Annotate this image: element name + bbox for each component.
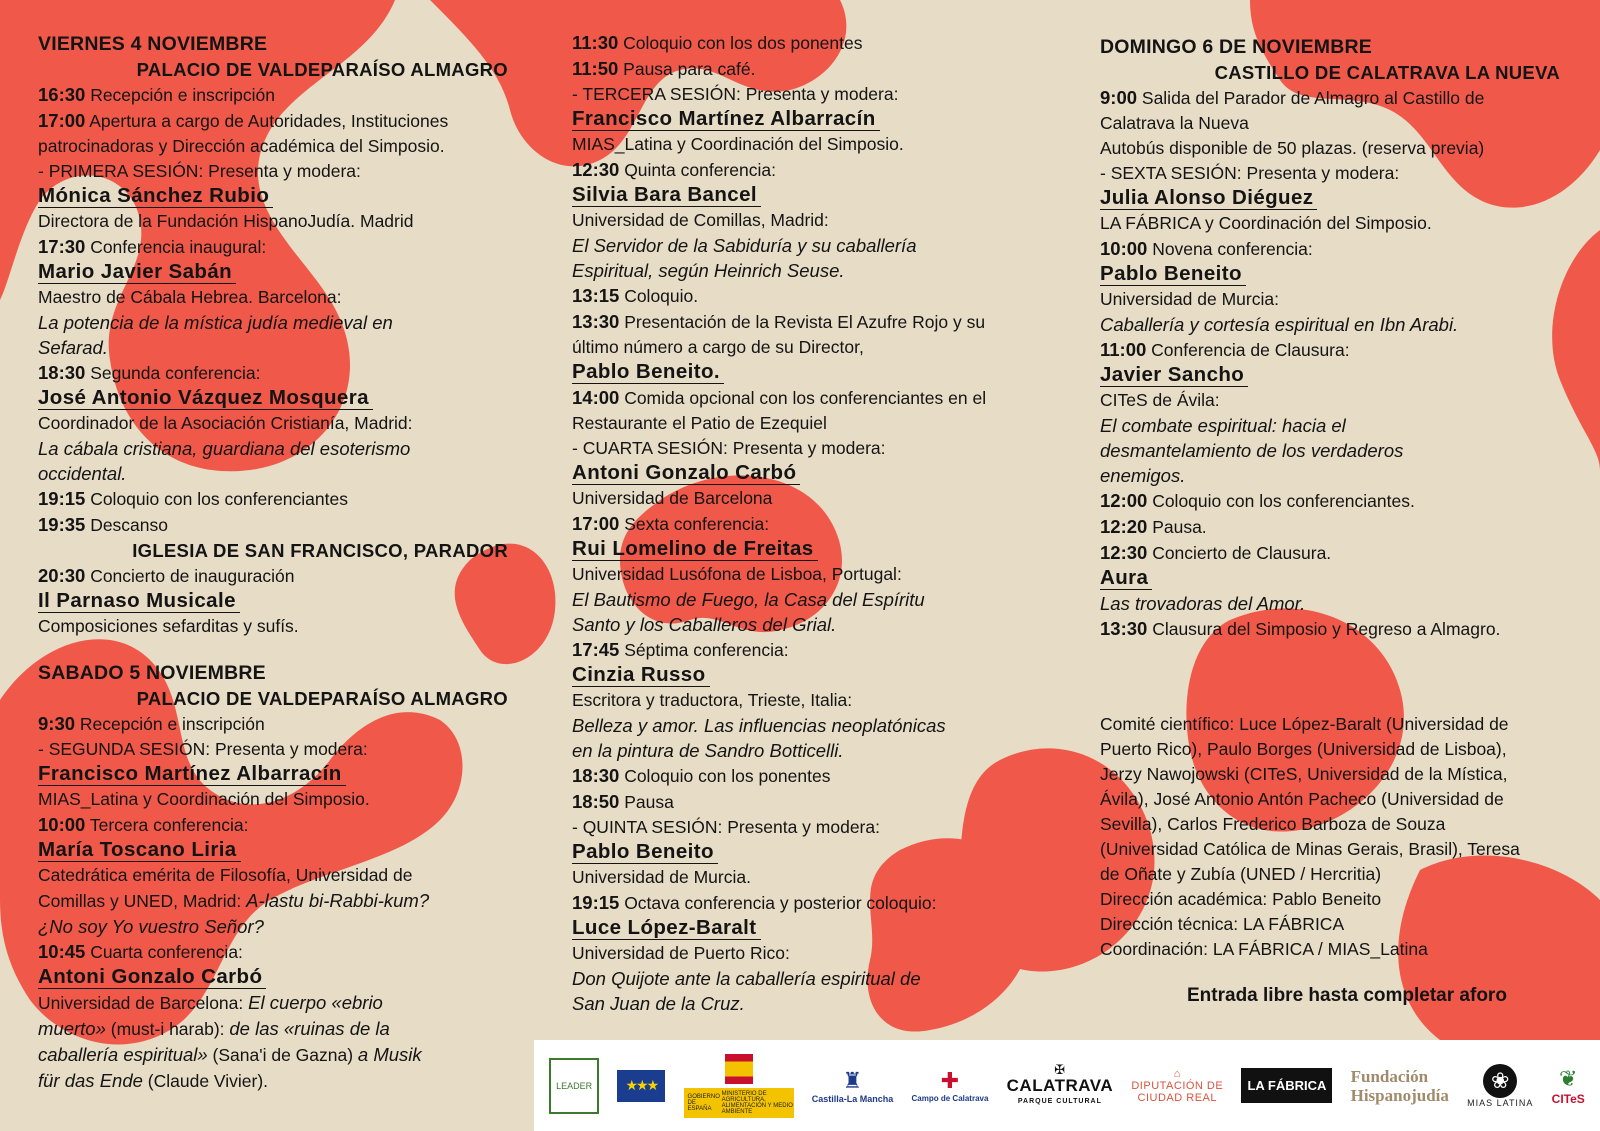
- session-heading: - SEGUNDA SESIÓN: Presenta y modera:: [38, 739, 368, 759]
- speaker-affiliation: CITeS de Ávila:: [1100, 390, 1220, 410]
- speaker-name: Cinzia Russo: [572, 663, 710, 687]
- event-text: Recepción e inscripción: [75, 714, 265, 734]
- column-sunday: [1100, 35, 1560, 642]
- speaker-affiliation: Universidad Lusófona de Lisboa, Portugal:: [572, 564, 902, 584]
- event-text: Cuarta conferencia:: [85, 942, 243, 962]
- time: 10:00: [1100, 238, 1148, 259]
- event-text: Pausa: [619, 792, 674, 812]
- venue-heading: PALACIO DE VALDEPARAÍSO ALMAGRO: [136, 688, 508, 709]
- day-heading-friday: VIERNES 4 NOVIEMBRE: [38, 33, 268, 55]
- committee-text: Sevilla), Carlos Frederico Barboza de Souza: [1100, 814, 1446, 834]
- venue-heading: IGLESIA DE SAN FRANCISCO, PARADOR: [132, 540, 508, 561]
- event-text: Comida opcional con los conferenciantes en el: [619, 388, 987, 408]
- talk-title: El Servidor de la Sabiduría y su caballería: [572, 235, 917, 256]
- speaker-name: Silvia Bara Bancel: [572, 183, 761, 207]
- mias-latina-logo: ❀ MIAS LATINA: [1467, 1064, 1533, 1108]
- talk-title: El combate espiritual: hacia el: [1100, 415, 1346, 436]
- session-heading: - CUARTA SESIÓN: Presenta y modera:: [572, 438, 886, 458]
- talk-title: El Bautismo de Fuego, la Casa del Espíritu: [572, 589, 925, 610]
- time: 17:45: [572, 639, 620, 660]
- time: 19:35: [38, 514, 86, 535]
- speaker-affiliation: Universidad de Murcia.: [572, 867, 751, 887]
- time: 10:00: [38, 814, 86, 835]
- talk-title: El cuerpo «ebrio: [248, 992, 383, 1013]
- la-fabrica-logo: LA FÁBRICA: [1241, 1068, 1332, 1103]
- committee-text: (Universidad Católica de Minas Gerais, Brasil), Teresa: [1100, 839, 1520, 859]
- event-text: Conferencia de Clausura:: [1146, 340, 1350, 360]
- talk-title: ¿No soy Yo vuestro Señor?: [38, 916, 264, 937]
- calatrava-parque-logo: ✠ CALATRAVA PARQUE CULTURAL: [1006, 1062, 1114, 1105]
- talk-title: La potencia de la mística judía medieval en: [38, 312, 393, 333]
- free-entry-note: Entrada libre hasta completar aforo: [1187, 985, 1507, 1006]
- speaker-name: Antoni Gonzalo Carbó: [38, 965, 266, 989]
- talk-title: Belleza y amor. Las influencias neoplatónicas: [572, 715, 946, 736]
- event-text: Presentación de la Revista El Azufre Rojo y su: [619, 312, 986, 332]
- talk-title: desmantelamiento de los verdaderos: [1100, 440, 1404, 461]
- speaker-name: Julia Alonso Diéguez: [1100, 186, 1317, 210]
- time: 11:30: [572, 32, 619, 53]
- speaker-affiliation: Coordinador de la Asociación Cristianía, Madrid:: [38, 413, 413, 433]
- time: 10:45: [38, 941, 86, 962]
- event-text: Novena conferencia:: [1147, 239, 1313, 259]
- event-text: Restaurante el Patio de Ezequiel: [572, 413, 827, 433]
- talk-title: La cábala cristiana, guardiana del esoterismo: [38, 438, 411, 459]
- time: 19:15: [572, 892, 620, 913]
- academic-direction: Dirección académica: Pablo Beneito: [1100, 889, 1382, 909]
- day-heading-sunday: DOMINGO 6 DE NOVIEMBRE: [1100, 36, 1373, 58]
- speaker-name: Pablo Beneito: [572, 840, 718, 864]
- session-heading: - TERCERA SESIÓN: Presenta y modera:: [572, 84, 899, 104]
- talk-title: occidental.: [38, 463, 127, 484]
- event-text: Conferencia inaugural:: [85, 237, 267, 257]
- event-text: Segunda conferencia:: [85, 363, 261, 383]
- talk-note: (must-i harab):: [105, 1019, 230, 1039]
- talk-note: (Claude Vivier).: [142, 1071, 269, 1091]
- time: 18:50: [572, 791, 620, 812]
- speaker-name: Il Parnaso Musicale: [38, 589, 240, 613]
- event-text: Clausura del Simposio y Regreso a Almagro.: [1147, 619, 1501, 639]
- event-text: último número a cargo de su Director,: [572, 337, 864, 357]
- event-text: Apertura a cargo de Autoridades, Instituciones: [85, 111, 449, 131]
- leader-logo: LEADER: [549, 1058, 599, 1114]
- event-text: Pausa para café.: [618, 59, 756, 79]
- event-text: Concierto de Clausura.: [1147, 543, 1332, 563]
- speaker-affiliation: Maestro de Cábala Hebrea. Barcelona:: [38, 287, 342, 307]
- time: 12:20: [1100, 516, 1148, 537]
- speaker-name: Aura: [1100, 566, 1152, 590]
- gobierno-espana-logo: GOBIERNO DE ESPAÑA MINISTERIO DE AGRICULTURA, ALIMENTACIÓN Y MEDIO AMBIENTE: [684, 1054, 794, 1118]
- speaker-name: María Toscano Liria: [38, 838, 241, 862]
- venue-heading: CASTILLO DE CALATRAVA LA NUEVA: [1214, 62, 1560, 83]
- speaker-affiliation: Universidad de Puerto Rico:: [572, 943, 790, 963]
- committee-text: Ávila), José Antonio Antón Pacheco (Universidad de: [1100, 789, 1504, 809]
- speaker-affiliation: Directora de la Fundación HispanoJudía. Madrid: [38, 211, 414, 231]
- coordination: Coordinación: LA FÁBRICA / MIAS_Latina: [1100, 939, 1428, 959]
- cites-logo: ❦ CITeS: [1551, 1065, 1585, 1106]
- event-text: Coloquio con los ponentes: [619, 766, 831, 786]
- fundacion-hispanojudia-logo: Fundación Hispanojudía: [1350, 1066, 1449, 1105]
- talk-title: Las trovadoras del Amor.: [1100, 593, 1306, 614]
- time: 13:30: [572, 311, 620, 332]
- event-text: Coloquio.: [619, 286, 699, 306]
- talk-title: San Juan de la Cruz.: [572, 993, 745, 1014]
- time: 11:00: [1100, 339, 1147, 360]
- event-text: Coloquio con los dos ponentes: [618, 33, 863, 53]
- event-text: Recepción e inscripción: [85, 85, 276, 105]
- talk-title: en la pintura de Sandro Botticelli.: [572, 740, 844, 761]
- committee-text: Puerto Rico), Paulo Borges (Universidad de Lisboa),: [1100, 739, 1507, 759]
- speaker-name: Luce López-Baralt: [572, 916, 761, 940]
- speaker-name: Javier Sancho: [1100, 363, 1248, 387]
- session-heading: - QUINTA SESIÓN: Presenta y modera:: [572, 817, 880, 837]
- session-heading: - PRIMERA SESIÓN: Presenta y modera:: [38, 161, 361, 181]
- talk-title: Don Quijote ante la caballería espiritual de: [572, 968, 921, 989]
- castilla-la-mancha-logo: ♜ Castilla-La Mancha: [811, 1067, 894, 1104]
- talk-title: a Musik: [357, 1044, 422, 1065]
- time: 16:30: [38, 84, 86, 105]
- speaker-affiliation: Comillas y UNED, Madrid:: [38, 891, 247, 911]
- committee-text: Jerzy Nawojowski (CITeS, Universidad de la Mística,: [1100, 764, 1508, 784]
- event-text: Coloquio con los conferenciantes.: [1147, 491, 1415, 511]
- eu-flag-logo: ★★★: [617, 1070, 665, 1102]
- column-friday-saturday: [38, 32, 508, 1094]
- time: 12:00: [1100, 490, 1148, 511]
- speaker-name: Antoni Gonzalo Carbó: [572, 461, 800, 485]
- time: 18:30: [38, 362, 86, 383]
- time: 20:30: [38, 565, 86, 586]
- speaker-affiliation: Universidad de Barcelona: [572, 488, 773, 508]
- event-text: Descanso: [85, 515, 169, 535]
- event-text: Sexta conferencia:: [619, 514, 770, 534]
- speaker-affiliation: Composiciones sefarditas y sufís.: [38, 616, 299, 636]
- event-text: patrocinadoras y Dirección académica del Simposio.: [38, 136, 445, 156]
- talk-title: caballería espiritual»: [38, 1044, 208, 1065]
- speaker-name: Rui Lomelino de Freitas: [572, 537, 818, 561]
- event-text: Quinta conferencia:: [619, 160, 776, 180]
- talk-title: Caballería y cortesía espiritual en Ibn Arabi.: [1100, 314, 1459, 335]
- sponsor-logo-strip: [534, 1040, 1600, 1131]
- speaker-affiliation: Universidad de Barcelona:: [38, 993, 249, 1013]
- time: 17:00: [572, 513, 620, 534]
- speaker-name: Mario Javier Sabán: [38, 260, 236, 284]
- talk-note: (Sana'i de Gazna): [207, 1045, 358, 1065]
- time: 19:15: [38, 488, 86, 509]
- time: 9:00: [1100, 87, 1138, 108]
- time: 12:30: [572, 159, 620, 180]
- speaker-affiliation: MIAS_Latina y Coordinación del Simposio.: [572, 134, 904, 154]
- time: 11:50: [572, 58, 619, 79]
- event-text: Autobús disponible de 50 plazas. (reserva previa): [1100, 138, 1485, 158]
- speaker-affiliation: Catedrática emérita de Filosofía, Universidad de: [38, 865, 413, 885]
- talk-title: Santo y los Caballeros del Grial.: [572, 614, 837, 635]
- speaker-affiliation: Universidad de Murcia:: [1100, 289, 1279, 309]
- talk-title: Sefarad.: [38, 337, 108, 358]
- speaker-name: Pablo Beneito: [1100, 262, 1246, 286]
- event-text: Calatrava la Nueva: [1100, 113, 1249, 133]
- event-text: Séptima conferencia:: [619, 640, 789, 660]
- event-text: Pausa.: [1147, 517, 1207, 537]
- time: 13:15: [572, 285, 620, 306]
- talk-title: de las «ruinas de la: [229, 1018, 390, 1039]
- speaker-affiliation: LA FÁBRICA y Coordinación del Simposio.: [1100, 213, 1432, 233]
- technical-direction: Dirección técnica: LA FÁBRICA: [1100, 914, 1345, 934]
- event-text: Tercera conferencia:: [85, 815, 249, 835]
- venue-heading: PALACIO DE VALDEPARAÍSO ALMAGRO: [136, 59, 508, 80]
- speaker-name: José Antonio Vázquez Mosquera: [38, 386, 373, 410]
- day-heading-saturday: SABADO 5 NOVIEMBRE: [38, 662, 266, 684]
- speaker-affiliation: Universidad de Comillas, Madrid:: [572, 210, 829, 230]
- speaker-name: Francisco Martínez Albarracín: [572, 107, 880, 131]
- talk-title: enemigos.: [1100, 465, 1186, 486]
- talk-title: für das Ende: [38, 1070, 143, 1091]
- diputacion-logo: ⌂ DIPUTACIÓN DE CIUDAD REAL: [1131, 1067, 1224, 1104]
- talk-title: muerto»: [38, 1018, 106, 1039]
- committee-text: de Oñate y Zubía (UNED / Hercritia): [1100, 864, 1382, 884]
- talk-title: A-lastu bi-Rabbi-kum?: [246, 890, 430, 911]
- speaker-name: Pablo Beneito.: [572, 360, 724, 384]
- time: 18:30: [572, 765, 620, 786]
- time: 17:30: [38, 236, 86, 257]
- committee-text: Comité científico: Luce López-Baralt (Universidad de: [1100, 714, 1509, 734]
- time: 17:00: [38, 110, 86, 131]
- event-text: Concierto de inauguración: [85, 566, 295, 586]
- time: 14:00: [572, 387, 620, 408]
- column-saturday-continued: [572, 30, 1042, 1016]
- speaker-name: Francisco Martínez Albarracín: [38, 762, 346, 786]
- session-heading: - SEXTA SESIÓN: Presenta y modera:: [1100, 163, 1400, 183]
- credits-block: [1100, 712, 1570, 962]
- talk-title: Espiritual, según Heinrich Seuse.: [572, 260, 845, 281]
- speaker-affiliation: Escritora y traductora, Trieste, Italia:: [572, 690, 853, 710]
- time: 12:30: [1100, 542, 1148, 563]
- time: 9:30: [38, 713, 76, 734]
- time: 13:30: [1100, 618, 1148, 639]
- campo-calatrava-logo: ✚ Campo de Calatrava: [911, 1068, 989, 1103]
- event-text: Coloquio con los conferenciantes: [85, 489, 348, 509]
- event-text: Salida del Parador de Almagro al Castillo de: [1137, 88, 1485, 108]
- speaker-name: Mónica Sánchez Rubio: [38, 184, 273, 208]
- event-text: Octava conferencia y posterior coloquio:: [619, 893, 937, 913]
- speaker-affiliation: MIAS_Latina y Coordinación del Simposio.: [38, 789, 370, 809]
